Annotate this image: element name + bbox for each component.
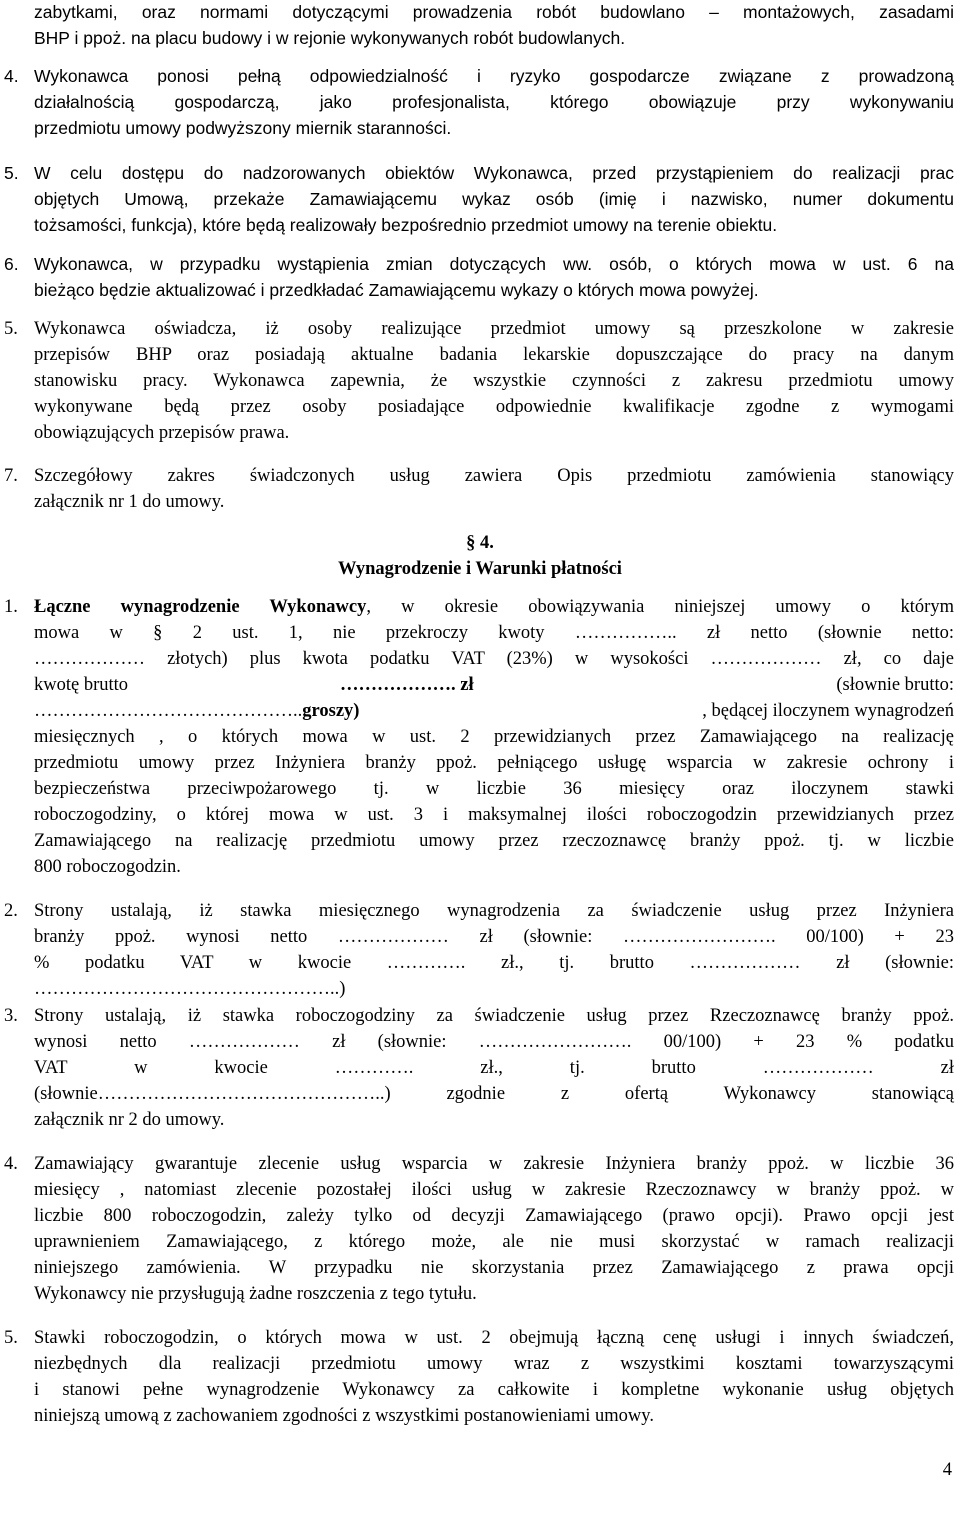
paragraph-line: ……………… złotych) plus kwota podatku VAT (23%) w wysokości ……………… zł, co daje <box>34 649 954 669</box>
paragraph-line: (słownie………………………………………..) zgodnie z ofertą Wykonawcy stanowiącą <box>34 1084 954 1104</box>
item-number: 7. <box>4 466 18 486</box>
paragraph-text: , będącej iloczynem wynagrodzeń <box>702 701 954 721</box>
bold-groszy: groszy) <box>302 701 360 721</box>
paragraph-line: przepisów BHP oraz posiadają aktualne badania lekarskie dopuszczające do pracy na danym <box>34 345 954 365</box>
paragraph-line: bezpieczeństwa przeciwpożarowego tj. w liczbie 36 miesięcy oraz iloczynem stawki <box>34 779 954 799</box>
paragraph-line: niezbędnych dla realizacji przedmiotu umowy wraz z wszystkimi kosztami towarzyszącymi <box>34 1354 954 1374</box>
paragraph-text: , w okresie obowiązywania niniejszej umowy o którym <box>366 597 954 617</box>
item-number: 3. <box>4 1006 18 1026</box>
intro-line: BHP i ppoż. na placu budowy i w rejonie wykonywanych robót budowlanych. <box>34 28 626 48</box>
paragraph-line: 800 roboczogodzin. <box>34 857 181 877</box>
paragraph-line: wykonywane będą przez osoby posiadające odpowiednie kwalifikacje zgodne z wymogami <box>34 397 954 417</box>
section-number <box>0 530 960 556</box>
item-number: 1. <box>4 597 18 617</box>
paragraph-line: Strony ustalają, iż stawka roboczogodziny za świadczenie usług przez Rzeczoznawcę branży ppoż. <box>34 1006 954 1026</box>
paragraph-line: Wykonawca, w przypadku wystąpienia zmian dotyczących ww. osób, o których mowa w ust. 6 na <box>34 254 954 274</box>
paragraph-line: …………………………………………..) <box>34 979 346 999</box>
paragraph-line: tożsamości, funkcja), które będą realizowały bezpośrednio przedmiot umowy na terenie obiektu. <box>34 215 778 235</box>
paragraph-text: kwotę brutto <box>34 675 129 695</box>
item-number: 5. <box>4 163 19 183</box>
paragraph-line: % podatku VAT w kwocie …………. zł., tj. brutto ……………… zł (słownie: <box>34 953 954 973</box>
paragraph-line: bieżąco będzie aktualizować i przedkładać Zamawiającemu wykazy o których mowa powyżej. <box>34 280 759 300</box>
paragraph-line: objętych Umową, przekaże Zamawiającemu wykaz osób (imię i nazwisko, numer dokumentu <box>34 189 954 209</box>
paragraph-line: Zamawiającego na realizację przedmiotu umowy przez rzeczoznawcę branży ppoż. tj. w liczbie <box>34 831 954 851</box>
paragraph-line: W celu dostępu do nadzorowanych obiektów Wykonawca, przed przystąpieniem do realizacji prac <box>34 163 954 183</box>
bold-phrase: Łączne wynagrodzenie Wykonawcy <box>34 597 367 617</box>
paragraph-line: niniejszego zamówienia. W przypadku nie skorzystania przez Zamawiającego z prawa opcji <box>34 1258 954 1278</box>
paragraph-line: niniejszą umową z zachowaniem zgodności z wszystkimi postanowieniami umowy. <box>34 1406 654 1426</box>
item-number: 5. <box>4 1328 18 1348</box>
paragraph-line: VAT w kwocie …………. zł., tj. brutto ……………… zł <box>34 1058 954 1078</box>
paragraph-line: Zamawiający gwarantuje zlecenie usług wsparcia w zakresie Inżyniera branży ppoż. w liczbie 36 <box>34 1154 954 1174</box>
section-title: Wynagrodzenie i Warunki płatności <box>338 559 622 579</box>
paragraph-line: stanowisku pracy. Wykonawca zapewnia, że wszystkie czynności z zakresu przedmiotu umowy <box>34 371 954 391</box>
paragraph-text: (słownie brutto: <box>836 675 954 695</box>
paragraph-line: Strony ustalają, iż stawka miesięcznego wynagrodzenia za świadczenie usług przez Inżyniera <box>34 901 954 921</box>
item-number: 6. <box>4 254 19 274</box>
paragraph-line: Wykonawca oświadcza, iż osoby realizujące przedmiot umowy są przeszkolone w zakresie <box>34 319 954 339</box>
section-symbol: § <box>466 533 476 553</box>
paragraph-line: obowiązujących przepisów prawa. <box>34 423 290 443</box>
placeholder-dots: …………………………………….. <box>34 701 303 721</box>
paragraph-line: i stanowi pełne wynagrodzenie Wykonawcy za całkowite i kompletne wykonanie usług objętych <box>34 1380 954 1400</box>
paragraph-line: załącznik nr 1 do umowy. <box>34 492 225 512</box>
item-number: 5. <box>4 319 18 339</box>
intro-line: zabytkami, oraz normami dotyczącymi prowadzenia robót budowlano – montażowych, zasadami <box>34 2 954 22</box>
paragraph-line <box>34 698 954 724</box>
item-number: 4. <box>4 1154 18 1174</box>
paragraph-line: załącznik nr 2 do umowy. <box>34 1110 225 1130</box>
paragraph-line: branży ppoż. wynosi netto ……………… zł (słownie: ……………………. 00/100) + 23 <box>34 927 954 947</box>
paragraph-line: liczbie 800 roboczogodzin, zależy tylko od decyzji Zamawiającego (prawo opcji). Prawo opcji jest <box>34 1206 954 1226</box>
paragraph-line: działalnością gospodarczą, jako profesjonalista, którego obowiązuje przy wykonywaniu <box>34 92 954 112</box>
paragraph-line: Wykonawca ponosi pełną odpowiedzialność i ryzyko gospodarcze związane z prowadzoną <box>34 66 954 86</box>
paragraph-line: Szczegółowy zakres świadczonych usług zawiera Opis przedmiotu zamówienia stanowiący <box>34 466 954 486</box>
paragraph-line: uprawnieniem Zamawiającego, z którego może, ale nie musi skorzystać w ramach realizacji <box>34 1232 954 1252</box>
paragraph-line: miesięcznych , o których mowa w ust. 2 przewidzianych przez Zamawiającego na realizację <box>34 727 954 747</box>
section-number-value: 4. <box>480 533 494 553</box>
page-number: 4 <box>942 1460 952 1480</box>
paragraph-line: miesięcy , natomiast zlecenie pozostałej ilości usług w zakresie Rzeczoznawcy w branży ppoż. w <box>34 1180 954 1200</box>
paragraph-line: Wykonawcy nie przysługują żadne roszczenia z tego tytułu. <box>34 1284 477 1304</box>
paragraph-line: mowa w § 2 ust. 1, nie przekroczy kwoty …………….. zł netto (słownie netto: <box>34 623 954 643</box>
item-number: 2. <box>4 901 18 921</box>
paragraph-line: roboczogodziny, o której mowa w ust. 3 i maksymalnej ilości roboczogodzin przewidzianych przez <box>34 805 954 825</box>
paragraph-line <box>34 594 954 620</box>
paragraph-line: przedmiotu umowy przez Inżyniera branży ppoż. pełniącego usługę wsparcia w zakresie ochrony i <box>34 753 954 773</box>
item-number: 4. <box>4 66 19 86</box>
paragraph-line: wynosi netto ……………… zł (słownie: ……………………. 00/100) + 23 % podatku <box>34 1032 954 1052</box>
bold-amount: ………………. zł <box>340 675 474 695</box>
paragraph-line: przedmiotu umowy podwyższony miernik staranności. <box>34 118 452 138</box>
paragraph-line: Stawki roboczogodzin, o których mowa w ust. 2 obejmują łączną cenę usługi i innych świadczeń, <box>34 1328 954 1348</box>
